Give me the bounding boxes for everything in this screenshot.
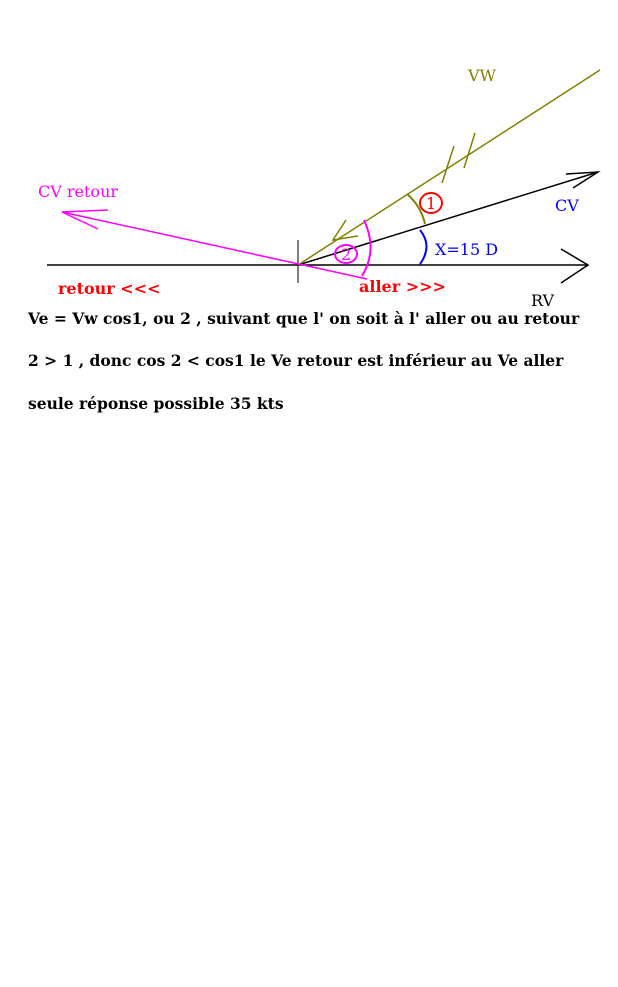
vw-label: VW bbox=[468, 66, 496, 85]
angle-two-label: 2 bbox=[341, 245, 352, 264]
x-angle-label: X=15 D bbox=[435, 240, 499, 259]
retour-label: retour <<< bbox=[58, 279, 161, 298]
rv-arrowhead bbox=[561, 249, 588, 283]
explanation-line-2: 2 > 1 , donc cos 2 < cos1 le Ve retour est inférieur au Ve aller bbox=[28, 351, 564, 370]
x-angle-arc bbox=[420, 230, 427, 264]
vw-tick-1 bbox=[442, 146, 454, 183]
explanation-line-1: Ve = Vw cos1, ou 2 , suivant que l' on soit à l' aller ou au retour bbox=[28, 309, 580, 328]
cv-retour-label: CV retour bbox=[38, 182, 119, 201]
vw-tick-2 bbox=[464, 133, 475, 168]
angle-one-label: 1 bbox=[426, 194, 437, 213]
cv-label: CV bbox=[555, 196, 579, 215]
conclusion-line: seule réponse possible 35 kts bbox=[28, 394, 284, 413]
rv-label: RV bbox=[531, 291, 555, 310]
vw-arrowhead bbox=[333, 220, 358, 240]
vw-line bbox=[298, 70, 600, 265]
aller-label: aller >>> bbox=[359, 277, 446, 296]
angle-two-arc bbox=[362, 220, 371, 276]
cv-retour-vector bbox=[62, 212, 367, 279]
